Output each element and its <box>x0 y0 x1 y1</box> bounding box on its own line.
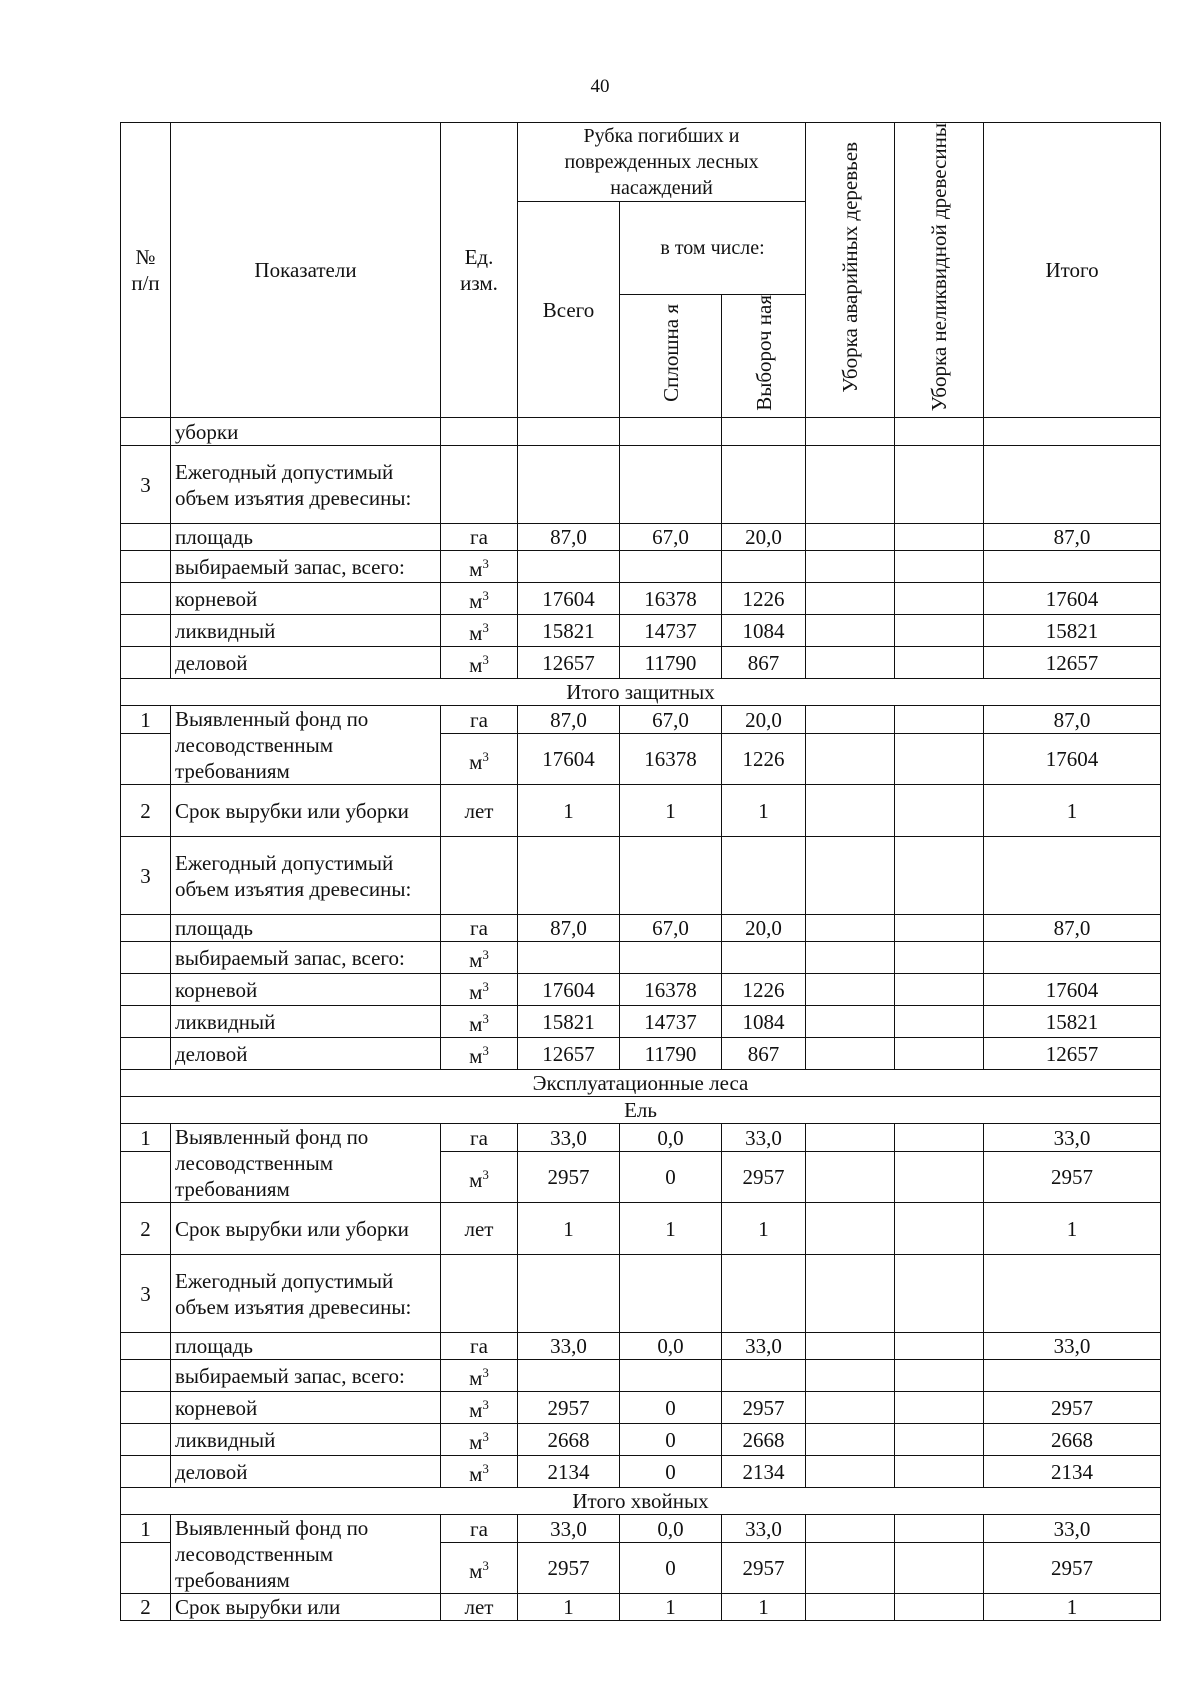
row-label: деловой <box>171 1456 441 1488</box>
unit-text: м <box>469 749 483 774</box>
header-including: в том числе: <box>620 202 806 295</box>
value-cell: 2957 <box>518 1542 620 1593</box>
row-label: корневой <box>171 974 441 1006</box>
value-cell: 2957 <box>722 1151 806 1202</box>
value-cell: 33,0 <box>518 1333 620 1360</box>
row-label: Выявленный фонд по лесоводственным требованиям <box>171 1515 441 1594</box>
value-cell: 16378 <box>620 974 722 1006</box>
unit-cell: $м^3$ <box>441 1360 518 1392</box>
header-num: № п/п <box>121 123 171 418</box>
value-cell: 0 <box>620 1151 722 1202</box>
unit-text: м <box>469 621 483 646</box>
value-cell: 33,0 <box>722 1333 806 1360</box>
value-cell: 17604 <box>518 733 620 784</box>
value-cell: 20,0 <box>722 915 806 942</box>
value-cell: 20,0 <box>722 524 806 551</box>
value-cell: 1 <box>518 1203 620 1255</box>
unit-cell: $м^3$ <box>441 1038 518 1070</box>
value-cell: 0,0 <box>620 1124 722 1152</box>
value-cell: 12657 <box>984 647 1161 679</box>
header-indicators: Показатели <box>171 123 441 418</box>
unit-text: м <box>469 948 483 973</box>
row-label: Выявленный фонд по лесоводственным требованиям <box>171 706 441 785</box>
unit-cell: $м^3$ <box>441 974 518 1006</box>
unit-cell: $м^3$ <box>441 1424 518 1456</box>
value-cell: 1 <box>620 1594 722 1621</box>
value-cell: 867 <box>722 1038 806 1070</box>
header-clear <box>620 295 722 418</box>
value-cell: 0,0 <box>620 1515 722 1543</box>
value-cell: 33,0 <box>722 1515 806 1543</box>
value-cell: 2957 <box>722 1542 806 1593</box>
value-cell: 1226 <box>722 583 806 615</box>
unit-text: м <box>469 1398 483 1423</box>
row-label: выбираемый запас, всего: <box>171 1360 441 1392</box>
page-number: 40 <box>590 76 610 97</box>
unit-cell: га <box>441 1124 518 1152</box>
row-label: деловой <box>171 647 441 679</box>
row-label: площадь <box>171 915 441 942</box>
value-cell: 1226 <box>722 974 806 1006</box>
value-cell: 0,0 <box>620 1333 722 1360</box>
value-cell: 2668 <box>984 1424 1161 1456</box>
value-cell: 2957 <box>984 1542 1161 1593</box>
row-number: 1 <box>121 1124 171 1152</box>
section-heading: Итого защитных <box>121 679 1161 706</box>
header-nonliquid-text: Уборка неликвидной древесины <box>927 123 952 412</box>
row-number: 2 <box>121 785 171 837</box>
unit-text: м <box>469 1462 483 1487</box>
unit-cell: $м^3$ <box>441 551 518 583</box>
value-cell: 12657 <box>518 647 620 679</box>
unit-cell: $м^3$ <box>441 583 518 615</box>
unit-cell: $м^3$ <box>441 615 518 647</box>
value-cell: 2134 <box>518 1456 620 1488</box>
value-cell: 87,0 <box>984 524 1161 551</box>
row-label: площадь <box>171 524 441 551</box>
value-cell: 2957 <box>722 1392 806 1424</box>
value-cell: 1 <box>984 1594 1161 1621</box>
section-heading: Эксплуатационные леса <box>121 1070 1161 1097</box>
unit-cell: $м^3$ <box>441 733 518 784</box>
row-number: 1 <box>121 1515 171 1543</box>
row-label: Ежегодный допустимый объем изъятия древесины: <box>171 1255 441 1333</box>
unit-text: м <box>469 980 483 1005</box>
value-cell: 1 <box>518 785 620 837</box>
value-cell: 15821 <box>518 615 620 647</box>
unit-cell: $м^3$ <box>441 1542 518 1593</box>
value-cell: 2957 <box>984 1151 1161 1202</box>
unit-text: м <box>469 1012 483 1037</box>
value-cell: 2134 <box>722 1456 806 1488</box>
row-label: площадь <box>171 1333 441 1360</box>
row-label: деловой <box>171 1038 441 1070</box>
value-cell: 867 <box>722 647 806 679</box>
unit-cell: га <box>441 915 518 942</box>
row-label: уборки <box>171 418 441 446</box>
value-cell: 1 <box>722 1594 806 1621</box>
value-cell: 87,0 <box>518 915 620 942</box>
header-emergency-text: Уборка аварийных деревьев <box>838 141 863 393</box>
value-cell: 1 <box>620 1203 722 1255</box>
value-cell: 2957 <box>984 1392 1161 1424</box>
unit-cell: га <box>441 1515 518 1543</box>
value-cell: 17604 <box>984 974 1161 1006</box>
value-cell: 1 <box>984 785 1161 837</box>
header-felling-group: Рубка погибших и поврежденных лесных насаждений <box>518 123 806 202</box>
value-cell: 12657 <box>518 1038 620 1070</box>
value-cell: 16378 <box>620 733 722 784</box>
value-cell: 17604 <box>984 733 1161 784</box>
value-cell: 33,0 <box>518 1124 620 1152</box>
unit-cell: лет <box>441 1203 518 1255</box>
row-label: Срок вырубки или уборки <box>171 785 441 837</box>
unit-text: м <box>469 589 483 614</box>
unit-cell: лет <box>441 1594 518 1621</box>
value-cell: 20,0 <box>722 706 806 734</box>
header-selective <box>722 295 806 418</box>
row-label: ликвидный <box>171 615 441 647</box>
value-cell: 1226 <box>722 733 806 784</box>
value-cell: 14737 <box>620 615 722 647</box>
row-label: корневой <box>171 583 441 615</box>
value-cell: 11790 <box>620 647 722 679</box>
row-number: 2 <box>121 1594 171 1621</box>
value-cell: 15821 <box>984 615 1161 647</box>
value-cell: 11790 <box>620 1038 722 1070</box>
row-number: 2 <box>121 1203 171 1255</box>
value-cell: 0 <box>620 1456 722 1488</box>
unit-cell: $м^3$ <box>441 1392 518 1424</box>
unit-cell: лет <box>441 785 518 837</box>
value-cell: 87,0 <box>984 915 1161 942</box>
row-number: 3 <box>121 446 171 524</box>
row-label: Выявленный фонд по лесоводственным требованиям <box>171 1124 441 1203</box>
value-cell: 87,0 <box>518 524 620 551</box>
value-cell: 1084 <box>722 1006 806 1038</box>
header-all: Всего <box>518 202 620 418</box>
value-cell: 17604 <box>984 583 1161 615</box>
value-cell: 87,0 <box>518 706 620 734</box>
value-cell: 67,0 <box>620 706 722 734</box>
header-clear-text: Сплошна я <box>658 304 683 403</box>
value-cell: 33,0 <box>518 1515 620 1543</box>
unit-text: м <box>469 1558 483 1583</box>
unit-cell: га <box>441 524 518 551</box>
row-number: 1 <box>121 706 171 734</box>
value-cell: 1084 <box>722 615 806 647</box>
unit-text: м <box>469 1167 483 1192</box>
header-nonliquid <box>895 123 984 418</box>
unit-cell: га <box>441 1333 518 1360</box>
value-cell: 1 <box>722 785 806 837</box>
unit-text: м <box>469 653 483 678</box>
row-label: корневой <box>171 1392 441 1424</box>
value-cell: 1 <box>620 785 722 837</box>
row-number: 3 <box>121 837 171 915</box>
header-selective-text: Выбороч ная <box>751 295 776 412</box>
row-label: ликвидный <box>171 1006 441 1038</box>
value-cell: 33,0 <box>984 1333 1161 1360</box>
unit-cell: $м^3$ <box>441 1006 518 1038</box>
row-label: Срок вырубки или <box>171 1594 441 1621</box>
unit-text: м <box>469 1044 483 1069</box>
value-cell: 2957 <box>518 1392 620 1424</box>
unit-cell: $м^3$ <box>441 942 518 974</box>
row-label: Срок вырубки или уборки <box>171 1203 441 1255</box>
header-emergency <box>806 123 895 418</box>
header-unit: Ед. изм. <box>441 123 518 418</box>
unit-cell: $м^3$ <box>441 1456 518 1488</box>
header-total-sum: Итого <box>984 123 1161 418</box>
value-cell: 87,0 <box>984 706 1161 734</box>
value-cell: 2668 <box>722 1424 806 1456</box>
value-cell: 2668 <box>518 1424 620 1456</box>
forest-felling-table <box>120 122 1161 1621</box>
value-cell: 1 <box>518 1594 620 1621</box>
value-cell: 17604 <box>518 974 620 1006</box>
row-label: выбираемый запас, всего: <box>171 942 441 974</box>
value-cell: 2957 <box>518 1151 620 1202</box>
section-subheading: Ель <box>121 1097 1161 1124</box>
value-cell: 12657 <box>984 1038 1161 1070</box>
row-number: 3 <box>121 1255 171 1333</box>
unit-text: м <box>469 557 483 582</box>
unit-cell: $м^3$ <box>441 1151 518 1202</box>
unit-text: м <box>469 1366 483 1391</box>
value-cell: 33,0 <box>984 1124 1161 1152</box>
row-label: Ежегодный допустимый объем изъятия древесины: <box>171 446 441 524</box>
unit-text: м <box>469 1430 483 1455</box>
value-cell: 67,0 <box>620 915 722 942</box>
value-cell: 67,0 <box>620 524 722 551</box>
value-cell: 15821 <box>984 1006 1161 1038</box>
value-cell: 33,0 <box>984 1515 1161 1543</box>
value-cell: 2134 <box>984 1456 1161 1488</box>
unit-cell: $м^3$ <box>441 647 518 679</box>
row-label: выбираемый запас, всего: <box>171 551 441 583</box>
value-cell: 14737 <box>620 1006 722 1038</box>
unit-cell: га <box>441 706 518 734</box>
value-cell: 16378 <box>620 583 722 615</box>
value-cell: 0 <box>620 1542 722 1593</box>
value-cell: 1 <box>722 1203 806 1255</box>
row-label: ликвидный <box>171 1424 441 1456</box>
value-cell: 1 <box>984 1203 1161 1255</box>
section-heading: Итого хвойных <box>121 1488 1161 1515</box>
value-cell: 17604 <box>518 583 620 615</box>
row-label: Ежегодный допустимый объем изъятия древесины: <box>171 837 441 915</box>
value-cell: 33,0 <box>722 1124 806 1152</box>
value-cell: 15821 <box>518 1006 620 1038</box>
value-cell: 0 <box>620 1424 722 1456</box>
value-cell: 0 <box>620 1392 722 1424</box>
